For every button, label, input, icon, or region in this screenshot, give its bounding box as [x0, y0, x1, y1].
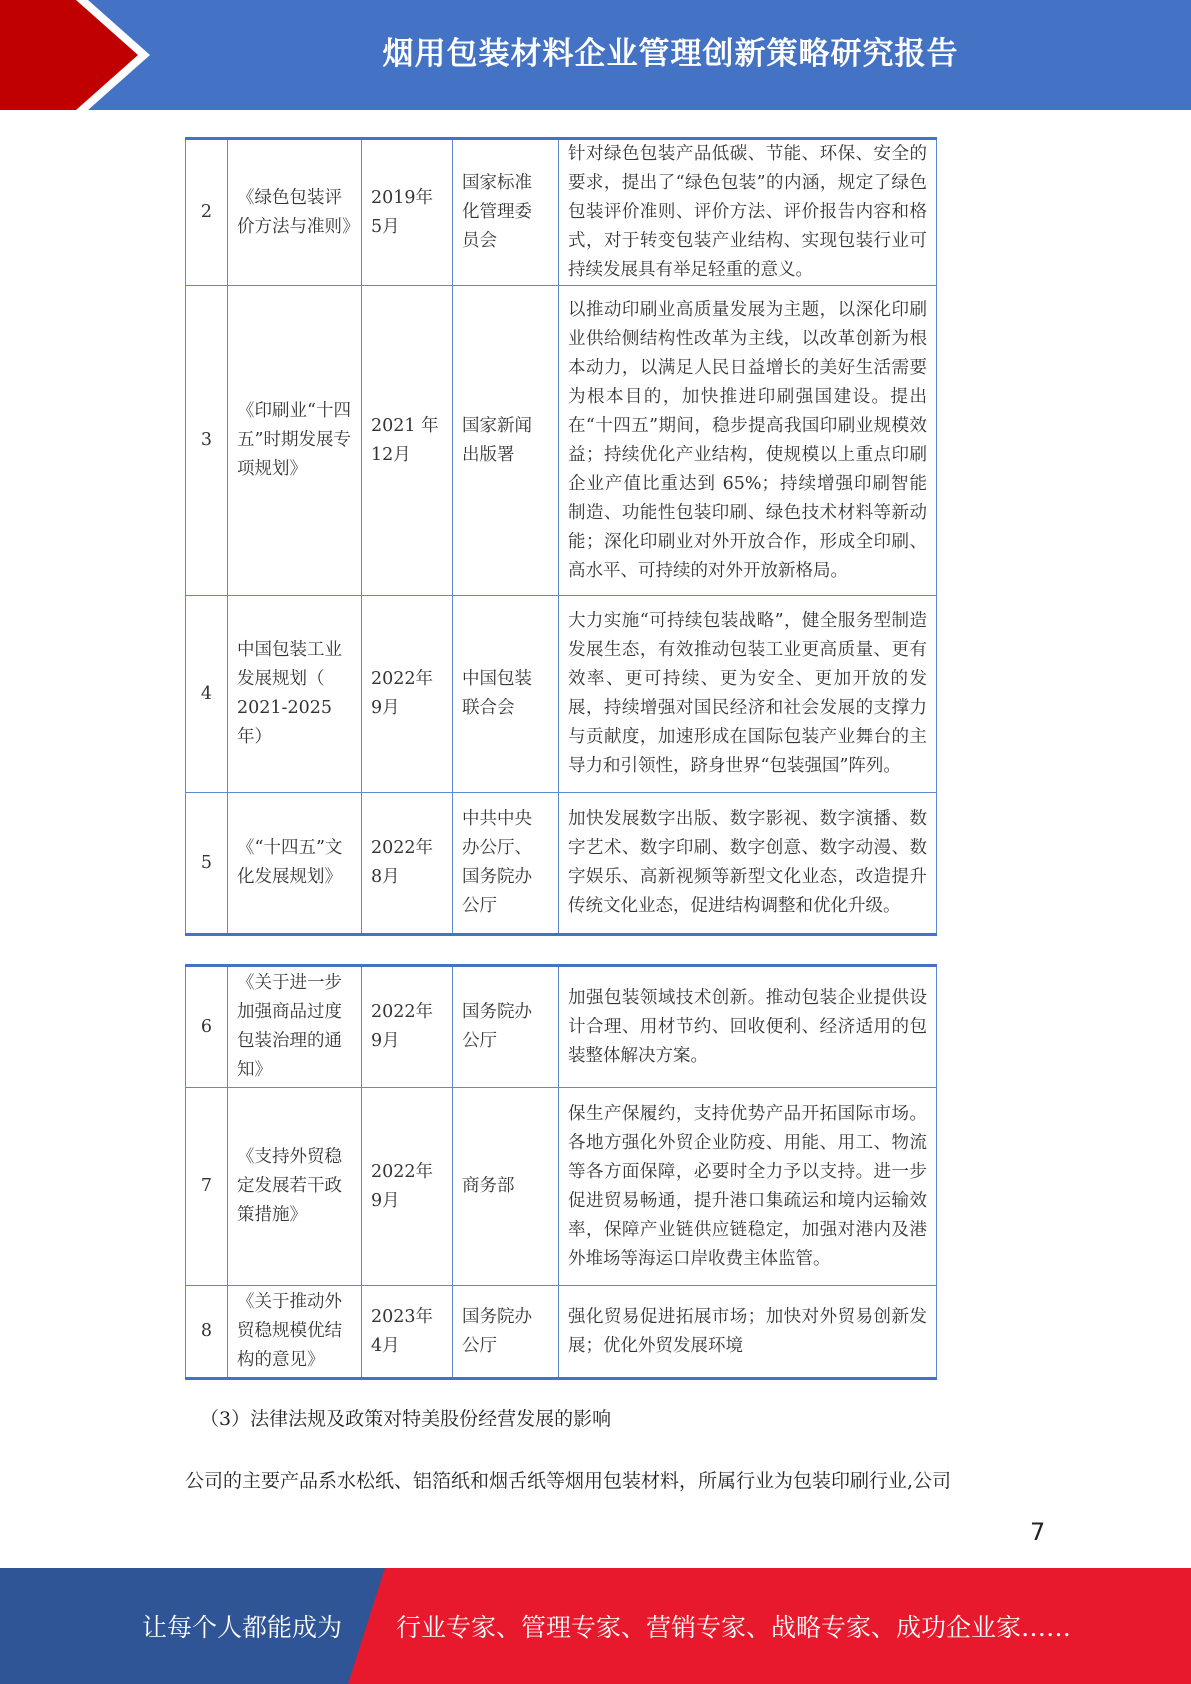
- issuing-agency: 国家新闻出版署: [453, 286, 559, 596]
- policy-name: 《支持外贸稳定发展若干政策措施》: [228, 1088, 362, 1286]
- row-number: 7: [186, 1088, 228, 1286]
- table-row: [186, 286, 937, 596]
- issue-date: 2022年9月: [362, 1088, 453, 1286]
- policy-description: 保生产保履约，支持优势产品开拓国际市场。各地方强化外贸企业防疫、用能、用工、物流等各方面保障，必要时全力予以支持。进一步促进贸易畅通，提升港口集疏运和境内运输效率，保障产业链供应链稳定，加强对港内及港外堆场等海运口岸收费主体监管。: [559, 1088, 937, 1286]
- policy-name: 《关于进一步加强商品过度包装治理的通知》: [228, 966, 362, 1088]
- policy-table-part-1: [185, 137, 937, 936]
- policy-table-part-2: [185, 964, 937, 1380]
- row-number: 6: [186, 966, 228, 1088]
- table-row: [186, 1286, 937, 1379]
- row-number: 4: [186, 596, 228, 793]
- policy-name: 中国包装工业发展规划（ 2021-2025 年）: [228, 596, 362, 793]
- issuing-agency: 商务部: [453, 1088, 559, 1286]
- document-title: 烟用包装材料企业管理创新策略研究报告: [382, 35, 959, 72]
- table-row: [186, 139, 937, 286]
- issue-date: 2023年4月: [362, 1286, 453, 1379]
- issue-date: 2021 年 12月: [362, 286, 453, 596]
- table-row: [186, 966, 937, 1088]
- row-number: 3: [186, 286, 228, 596]
- issue-date: 2022年9月: [362, 966, 453, 1088]
- body-paragraph: 公司的主要产品系水松纸、铝箔纸和烟舌纸等烟用包装材料，所属行业为包装印刷行业,公司: [185, 1470, 952, 1492]
- footer-slogan-left: 让每个人都能成为: [142, 1613, 343, 1642]
- policy-description: 强化贸易促进拓展市场；加快对外贸易创新发展；优化外贸发展环境: [559, 1286, 937, 1379]
- policy-name: 《关于推动外贸稳规模优结构的意见》: [228, 1286, 362, 1379]
- policy-name: 《绿色包装评价方法与准则》: [228, 139, 362, 286]
- header-arrow-icon: [0, 0, 150, 110]
- row-number: 5: [186, 793, 228, 935]
- page-number: 7: [1030, 1518, 1046, 1546]
- issuing-agency: 中国包装联合会: [453, 596, 559, 793]
- issuing-agency: 国务院办公厅: [453, 966, 559, 1088]
- issue-date: 2019年5月: [362, 139, 453, 286]
- policy-description: 针对绿色包装产品低碳、节能、环保、安全的要求，提出了“绿色包装”的内涵，规定了绿色包装评价准则、评价方法、评价报告内容和格式，对于转变包装产业结构、实现包装行业可持续发展具有举足轻重的意义。: [559, 139, 937, 286]
- policy-name: 《“十四五”文化发展规划》: [228, 793, 362, 935]
- issue-date: 2022年8月: [362, 793, 453, 935]
- issuing-agency: 中共中央办公厅、国务院办公厅: [453, 793, 559, 935]
- policy-description: 加强包装领域技术创新。推动包装企业提供设计合理、用材节约、回收便利、经济适用的包装整体解决方案。: [559, 966, 937, 1088]
- policy-name: 《印刷业“十四五”时期发展专项规划》: [228, 286, 362, 596]
- row-number: 8: [186, 1286, 228, 1379]
- table-row: [186, 596, 937, 793]
- header-bar: [0, 0, 1191, 110]
- footer-slogan-right: 行业专家、管理专家、营销专家、战略专家、成功企业家……: [396, 1613, 1072, 1642]
- policy-description: 加快发展数字出版、数字影视、数字演播、数字艺术、数字印刷、数字创意、数字动漫、数字娱乐、高新视频等新型文化业态，改造提升传统文化业态，促进结构调整和优化升级。: [559, 793, 937, 935]
- issue-date: 2022年9月: [362, 596, 453, 793]
- issuing-agency: 国务院办公厅: [453, 1286, 559, 1379]
- policy-description: 大力实施“可持续包装战略”，健全服务型制造发展生态，有效推动包装工业更高质量、更有效率、更可持续、更为安全、更加开放的发展，持续增强对国民经济和社会发展的支撑力与贡献度，加速形成在国际包装产业舞台的主导力和引领性，跻身世界“包装强国”阵列。: [559, 596, 937, 793]
- footer-banner: [0, 1568, 1191, 1684]
- section-subheading: （3）法律法规及政策对特美股份经营发展的影响: [200, 1408, 612, 1430]
- policy-description: 以推动印刷业高质量发展为主题，以深化印刷业供给侧结构性改革为主线，以改革创新为根本动力，以满足人民日益增长的美好生活需要为根本目的，加快推进印刷强国建设。提出在“十四五”期间，稳步提高我国印刷业规模效益；持续优化产业结构，使规模以上重点印刷企业产值比重达到 65%；持续增强印刷智能制造、功能性包装印刷、绿色技术材料等新动能；深化印刷业对外开放合作，形成全印刷、高水平、可持续的对外开放新格局。: [559, 286, 937, 596]
- table-row: [186, 1088, 937, 1286]
- issuing-agency: 国家标准化管理委员会: [453, 139, 559, 286]
- row-number: 2: [186, 139, 228, 286]
- table-row: [186, 793, 937, 935]
